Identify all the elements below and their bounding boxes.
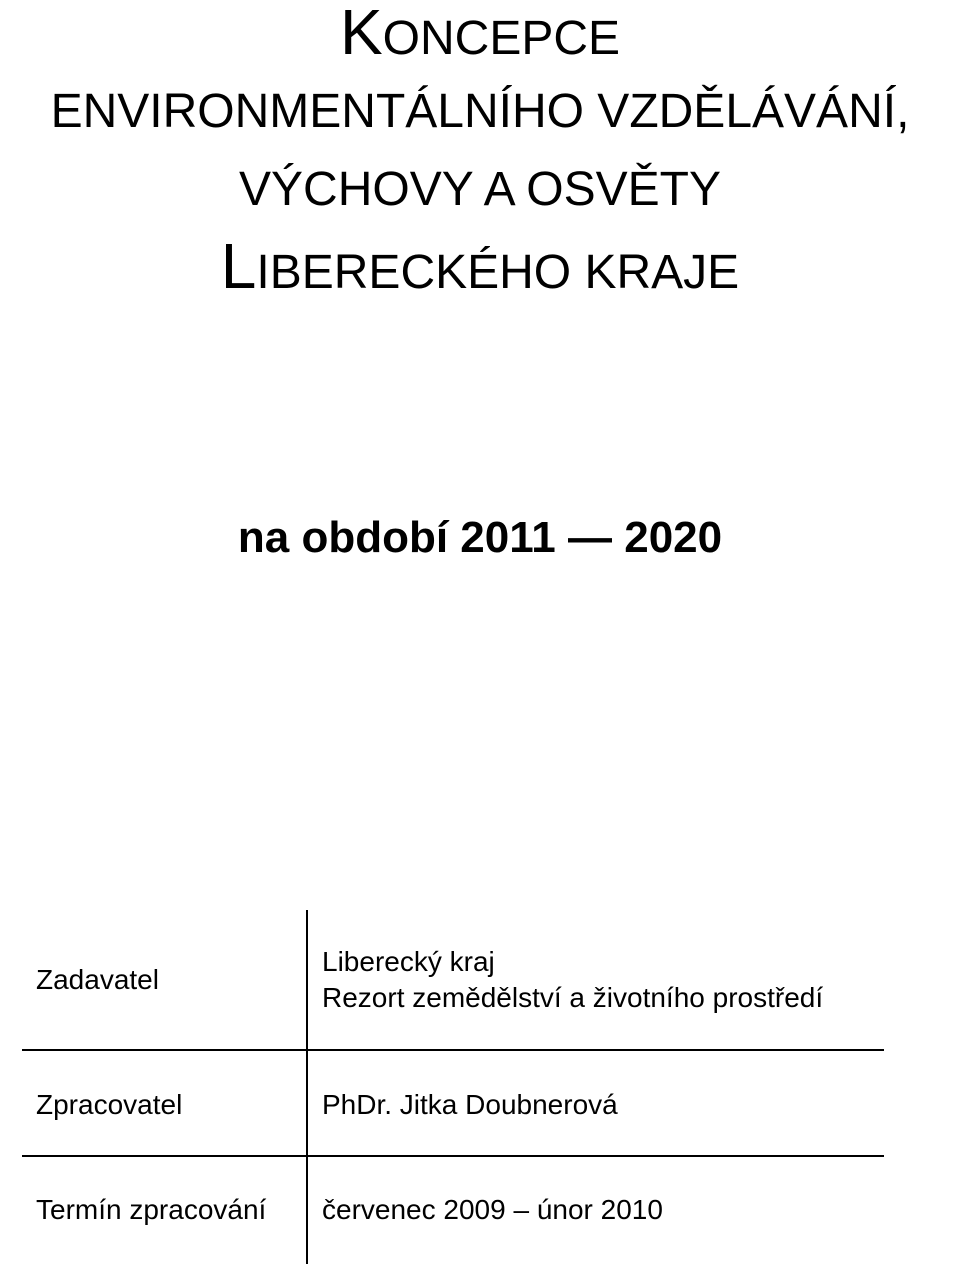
title-line-4-rest: IBERECKÉHO KRAJE — [256, 246, 740, 299]
label-zadavatel: Zadavatel — [36, 964, 159, 995]
period-start: na období 2011 — [237, 513, 556, 562]
title-line-3-text: VÝCHOVY A OSVĚTY — [239, 163, 721, 216]
period-dash: — — [567, 513, 612, 562]
period-heading — [0, 510, 960, 566]
title-line-1-rest: ONCEPCE — [382, 12, 621, 65]
title-line-3 — [0, 158, 960, 220]
title-line-1-initial: K — [339, 0, 383, 68]
table-vertical-divider — [306, 910, 308, 1264]
title-line-2-text: ENVIRONMENTÁLNÍHO VZDĚLÁVÁNÍ, — [50, 85, 910, 138]
table-row-divider-1 — [22, 1049, 884, 1051]
period-end: 2020 — [624, 513, 723, 562]
label-termin-zpracovani: Termín zpracování — [36, 1194, 267, 1225]
value-termin-zpracovani: červenec 2009 – únor 2010 — [322, 1194, 663, 1225]
label-zpracovatel: Zpracovatel — [36, 1089, 183, 1120]
value-zadavatel-line-1: Liberecký kraj — [322, 946, 495, 977]
table-row-divider-2 — [22, 1155, 884, 1157]
info-table — [22, 910, 884, 1264]
value-zpracovatel: PhDr. Jitka Doubnerová — [322, 1089, 618, 1120]
value-zadavatel-line-2: Rezort zemědělství a životního prostředí — [322, 982, 824, 1013]
title-line-1 — [0, 2, 960, 69]
title-line-2 — [0, 80, 960, 142]
title-line-4-initial: L — [220, 230, 257, 302]
title-line-4 — [0, 230, 960, 303]
